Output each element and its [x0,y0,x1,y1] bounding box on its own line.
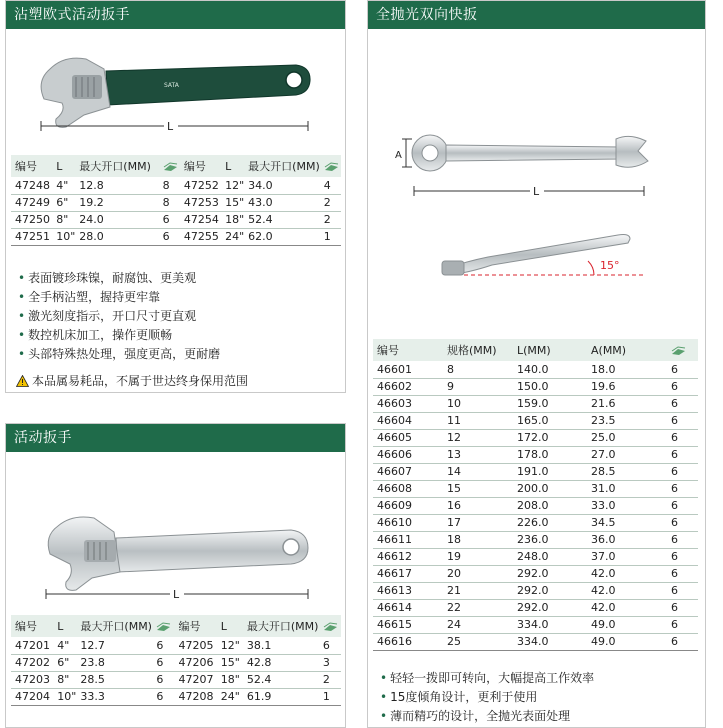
table-row [373,412,698,429]
wrench-illustration [6,452,345,612]
table-cell: 21.6 [587,395,667,412]
table-row: 47250 8" 24.0 6 47254 18" 52.4 2 [11,211,341,228]
feature-list [18,269,220,364]
col-header: 最大开口(MM) [75,155,158,177]
table-cell: 6 [667,616,698,633]
table-cell: 150.0 [513,378,587,395]
list-item: • 数控机床加工，操作更顺畅 [18,326,220,345]
table-cell: 334.0 [513,633,587,650]
table-cell: 33.0 [587,497,667,514]
table-row: 47203 8" 28.5 6 47207 18" 52.4 2 [11,671,341,688]
table-cell: 11 [443,412,513,429]
table-cell: 292.0 [513,582,587,599]
table-cell: 46608 [373,480,443,497]
table-cell: 46617 [373,565,443,582]
col-header: L(MM) [513,339,587,361]
table-cell: 172.0 [513,429,587,446]
table-cell: 248.0 [513,548,587,565]
table-row [373,531,698,548]
table-row [373,378,698,395]
table-cell: 6 [667,582,698,599]
brand-mark: SATA [164,82,179,89]
col-header: L [52,155,75,177]
table-cell: 226.0 [513,514,587,531]
dimension-L-label: L [173,588,180,601]
table-cell: 208.0 [513,497,587,514]
product-panel-ratchet-combination-wrench [367,0,706,728]
table-cell: 6 [667,565,698,582]
table-cell: 14 [443,463,513,480]
warning-note [16,372,248,389]
product-panel-coated-wrench [5,0,346,393]
table-cell: 191.0 [513,463,587,480]
list-item: • 薄而精巧的设计，全抛光表面处理 [380,707,594,726]
table-cell: 6 [667,429,698,446]
product-panel-adjustable-wrench [5,423,346,728]
table-cell: 36.0 [587,531,667,548]
table-row: 47249 6" 19.2 8 47253 15" 43.0 2 [11,194,341,211]
table-row [373,514,698,531]
table-row [373,633,698,650]
box-qty-icon [152,615,174,637]
table-cell: 37.0 [587,548,667,565]
box-qty-icon [319,615,341,637]
table-cell: 24 [443,616,513,633]
table-cell: 46609 [373,497,443,514]
table-cell: 6 [667,514,698,531]
table-cell: 46607 [373,463,443,480]
list-item: • 表面镀珍珠镍，耐腐蚀、更美观 [18,269,220,288]
table-row [373,395,698,412]
warning-icon [16,375,29,387]
table-cell: 46613 [373,582,443,599]
table-cell: 27.0 [587,446,667,463]
spec-table [11,615,341,706]
table-cell: 12 [443,429,513,446]
table-row: 47248 4" 12.8 8 47252 12" 34.0 4 [11,177,341,194]
table-row [373,429,698,446]
box-qty-icon [159,155,180,177]
table-cell: 15 [443,480,513,497]
ratchet-wrench-icon [368,29,707,334]
spec-table [373,339,698,651]
table-cell: 19.6 [587,378,667,395]
table-row [373,446,698,463]
table-cell: 8 [443,361,513,378]
panel-title: 沾塑欧式活动扳手 [6,1,345,29]
table-cell: 6 [667,446,698,463]
table-cell: 31.0 [587,480,667,497]
col-header: 规格(MM) [443,339,513,361]
table-cell: 6 [667,412,698,429]
table-cell: 178.0 [513,446,587,463]
table-cell: 49.0 [587,633,667,650]
table-header-row [373,339,698,361]
list-item: • 头部特殊热处理，强度更高，更耐磨 [18,345,220,364]
table-cell: 28.5 [587,463,667,480]
table-cell: 34.5 [587,514,667,531]
table-cell: 46601 [373,361,443,378]
table-cell: 42.0 [587,565,667,582]
col-header: 最大开口(MM) [244,155,320,177]
table-cell: 6 [667,633,698,650]
table-row [373,548,698,565]
table-row [373,582,698,599]
table-cell: 46602 [373,378,443,395]
col-header: 编号 [11,155,52,177]
table-cell: 6 [667,361,698,378]
table-cell: 49.0 [587,616,667,633]
table-cell: 18 [443,531,513,548]
table-cell: 159.0 [513,395,587,412]
table-row [373,361,698,378]
feature-list [380,669,594,726]
table-cell: 17 [443,514,513,531]
col-header: 最大开口(MM) [243,615,319,637]
table-cell: 42.0 [587,599,667,616]
table-cell: 200.0 [513,480,587,497]
col-header: L [217,615,243,637]
table-cell: 46606 [373,446,443,463]
table-cell: 46611 [373,531,443,548]
table-cell: 292.0 [513,599,587,616]
panel-title: 全抛光双向快扳 [368,1,705,29]
col-header: 编号 [11,615,53,637]
table-cell: 6 [667,599,698,616]
table-cell: 9 [443,378,513,395]
spec-table [11,155,341,246]
table-cell: 22 [443,599,513,616]
col-header: L [53,615,76,637]
table-cell: 292.0 [513,565,587,582]
warning-text: 本品属易耗品，不属于世达终身保用范围 [32,374,249,388]
table-cell: 21 [443,582,513,599]
table-cell: 46603 [373,395,443,412]
box-qty-icon [320,155,341,177]
col-header: A(MM) [587,339,667,361]
table-cell: 18.0 [587,361,667,378]
list-item: • 激光刻度指示，开口尺寸更直观 [18,307,220,326]
col-header: 编号 [175,615,217,637]
table-cell: 46616 [373,633,443,650]
angle-label: 15° [600,259,620,272]
dimension-L-label: L [533,185,540,198]
dimension-L-label: L [167,120,174,133]
table-cell: 46605 [373,429,443,446]
adjustable-wrench-icon [6,29,347,149]
table-row [373,463,698,480]
table-cell: 42.0 [587,582,667,599]
table-cell: 25 [443,633,513,650]
table-header-row [11,615,341,637]
col-header: 编号 [373,339,443,361]
table-cell: 6 [667,497,698,514]
table-row [373,497,698,514]
table-cell: 10 [443,395,513,412]
table-cell: 6 [667,463,698,480]
table-cell: 46614 [373,599,443,616]
table-cell: 16 [443,497,513,514]
box-qty-icon [667,339,698,361]
table-cell: 6 [667,548,698,565]
wrench-illustration [368,29,705,334]
dimension-A-label: A [395,150,402,161]
table-cell: 6 [667,378,698,395]
table-cell: 165.0 [513,412,587,429]
wrench-illustration [6,29,345,149]
list-item: • 15度倾角设计，更利于使用 [380,688,594,707]
table-row: 47202 6" 23.8 6 47206 15" 42.8 3 [11,654,341,671]
table-cell: 6 [667,531,698,548]
table-cell: 236.0 [513,531,587,548]
table-cell: 13 [443,446,513,463]
table-cell: 140.0 [513,361,587,378]
table-row: 47201 4" 12.7 6 47205 12" 38.1 6 [11,637,341,654]
table-header-row [11,155,341,177]
table-row [373,616,698,633]
table-row: 47204 10" 33.3 6 47208 24" 61.9 1 [11,688,341,705]
table-cell: 6 [667,480,698,497]
table-row: 47251 10" 28.0 6 47255 24" 62.0 1 [11,228,341,245]
table-cell: 46604 [373,412,443,429]
table-cell: 46612 [373,548,443,565]
table-cell: 19 [443,548,513,565]
table-cell: 25.0 [587,429,667,446]
table-cell: 46610 [373,514,443,531]
adjustable-wrench-icon [6,452,347,612]
table-cell: 20 [443,565,513,582]
table-cell: 46615 [373,616,443,633]
col-header: 编号 [180,155,221,177]
table-row [373,599,698,616]
col-header: 最大开口(MM) [76,615,152,637]
table-row [373,565,698,582]
table-cell: 334.0 [513,616,587,633]
table-cell: 6 [667,395,698,412]
panel-title: 活动扳手 [6,424,345,452]
list-item: • 全手柄沾塑，握持更牢靠 [18,288,220,307]
table-cell: 23.5 [587,412,667,429]
list-item: • 轻轻一拨即可转向，大幅提高工作效率 [380,669,594,688]
table-row [373,480,698,497]
col-header: L [221,155,244,177]
